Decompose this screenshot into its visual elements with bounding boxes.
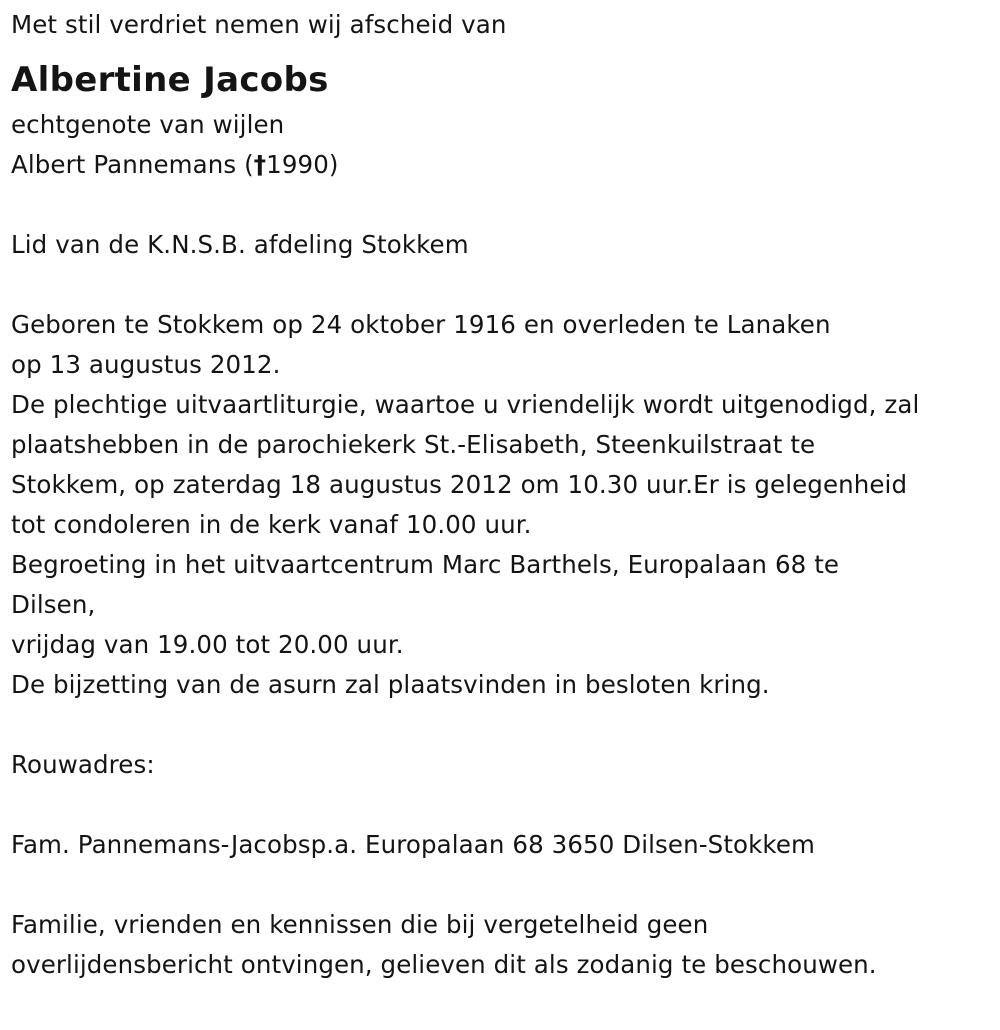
body-line: Geboren te Stokkem op 24 oktober 1916 en overleden te Lanaken bbox=[11, 310, 831, 339]
spouse-name: Albert Pannemans ( bbox=[11, 150, 254, 179]
cross-icon: † bbox=[253, 150, 267, 179]
body-line: tot condoleren in de kerk vanaf 10.00 uur. bbox=[11, 510, 532, 539]
deceased-name: Albertine Jacobs bbox=[11, 60, 329, 100]
spacer bbox=[11, 265, 996, 305]
spouse-line bbox=[11, 145, 996, 185]
closing-line: Familie, vrienden en kennissen die bij vergetelheid geen bbox=[11, 910, 709, 939]
body-line: Stokkem, op zaterdag 18 augustus 2012 om 10.30 uur.Er is gelegenheid bbox=[11, 470, 908, 499]
spacer bbox=[11, 185, 996, 225]
closing-line: overlijdensbericht ontvingen, gelieven dit als zodanig te beschouwen. bbox=[11, 950, 877, 979]
obituary-document bbox=[11, 5, 996, 985]
membership-text: Lid van de K.N.S.B. afdeling Stokkem bbox=[11, 230, 469, 259]
body-line: De plechtige uitvaartliturgie, waartoe u vriendelijk wordt uitgenodigd, zal bbox=[11, 390, 920, 419]
spouse-death-year: 1990 bbox=[266, 150, 329, 179]
intro-text: Met stil verdriet nemen wij afscheid van bbox=[11, 10, 507, 39]
body-line: De bijzetting van de asurn zal plaatsvinden in besloten kring. bbox=[11, 670, 770, 699]
spacer bbox=[11, 865, 996, 905]
address-text: Fam. Pannemans-Jacobsp.a. Europalaan 68 3650 Dilsen-Stokkem bbox=[11, 830, 815, 859]
body-line: op 13 augustus 2012. bbox=[11, 350, 281, 379]
address-label: Rouwadres: bbox=[11, 750, 155, 779]
body-line: Begroeting in het uitvaartcentrum Marc Barthels, Europalaan 68 te bbox=[11, 550, 840, 579]
relation-text: echtgenote van wijlen bbox=[11, 110, 285, 139]
body-line: vrijdag van 19.00 tot 20.00 uur. bbox=[11, 630, 404, 659]
body-line: plaatshebben in de parochiekerk St.-Elisabeth, Steenkuilstraat te bbox=[11, 430, 816, 459]
body-line: Dilsen, bbox=[11, 590, 96, 619]
spacer bbox=[11, 705, 996, 745]
spacer bbox=[11, 785, 996, 825]
spouse-suffix: ) bbox=[328, 150, 339, 179]
